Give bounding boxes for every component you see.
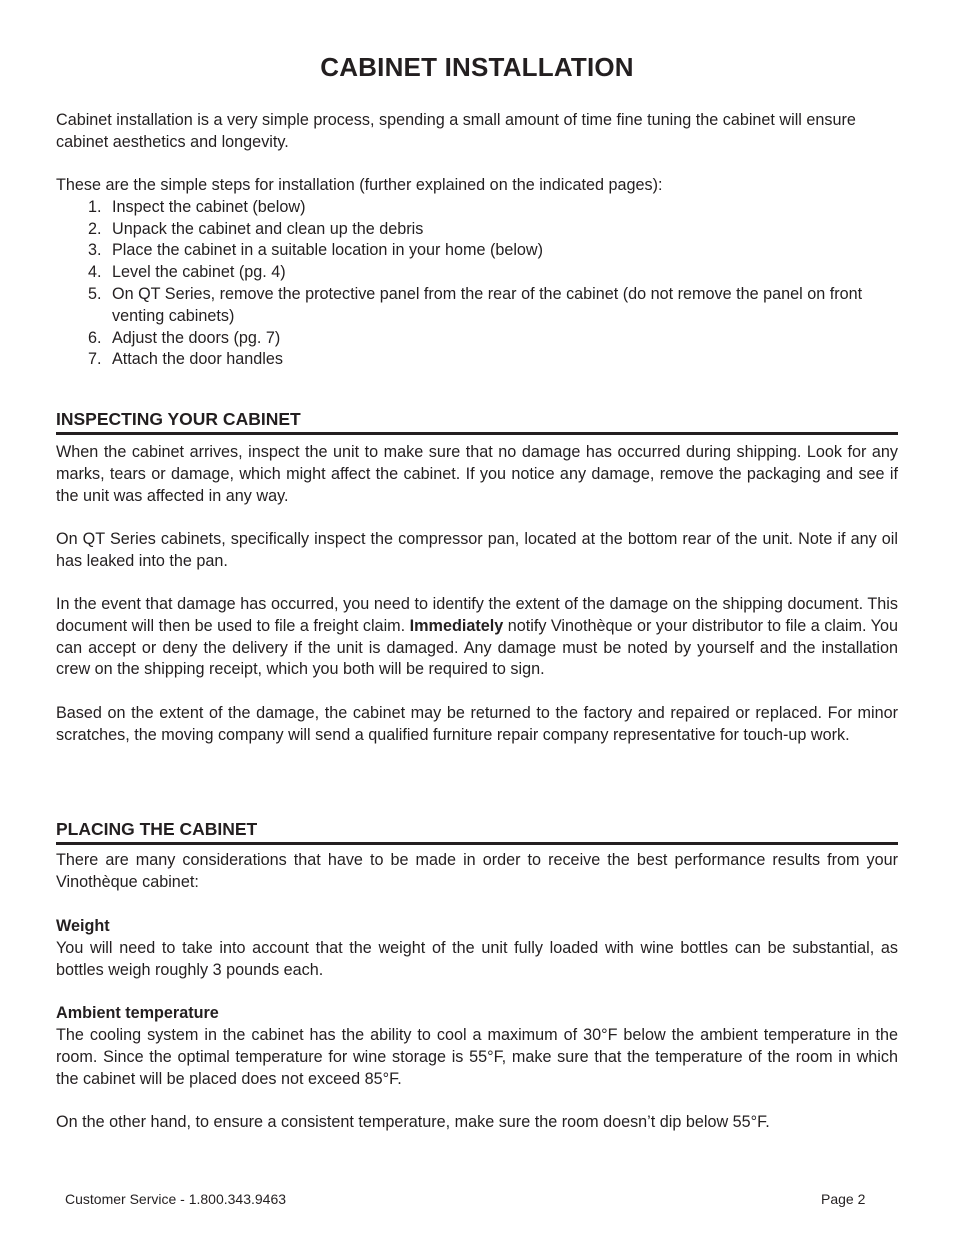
emphasis-immediately: Immediately bbox=[409, 616, 504, 635]
list-item: 7. Attach the door handles bbox=[88, 350, 283, 369]
list-item: 5. On QT Series, remove the protective panel from the rear of the cabinet (do not remove the panel on front venting cabinets) bbox=[88, 284, 863, 325]
section-heading-inspecting: INSPECTING YOUR CABINET bbox=[56, 408, 898, 435]
steps-section bbox=[56, 175, 898, 371]
list-item: 1. Inspect the cabinet (below) bbox=[88, 197, 306, 216]
intro-paragraph: Cabinet installation is a very simple process, spending a small amount of time fine tuning the cabinet will ensure cabinet aesthetics and longevity. bbox=[56, 111, 856, 151]
ambient-paragraph-2: On the other hand, to ensure a consistent temperature, make sure the room doesn’t dip below 55°F. bbox=[56, 1113, 770, 1131]
inspecting-paragraph-2: On QT Series cabinets, specifically inspect the compressor pan, located at the bottom rear of the unit. Note if any oil has leaked into the pan. bbox=[56, 530, 898, 570]
page-title: CABINET INSTALLATION bbox=[320, 52, 634, 82]
inspecting-paragraph-1: When the cabinet arrives, inspect the unit to make sure that no damage has occurred during shipping. Look for any marks, tears or damage, which might affect the cabinet. If you notice any damage, remove the packaging and see if the unit was affected in any way. bbox=[56, 443, 898, 505]
inspecting-paragraph-4: Based on the extent of the damage, the cabinet may be returned to the factory and repaired or replaced. For minor scratches, the moving company will send a qualified furniture repair company representative for touch-up work. bbox=[56, 704, 898, 744]
footer-customer-service: Customer Service - 1.800.343.9463 bbox=[65, 1191, 287, 1207]
steps-intro: These are the simple steps for installation (further explained on the indicated pages): bbox=[56, 176, 663, 194]
list-item: 2. Unpack the cabinet and clean up the debris bbox=[88, 219, 424, 238]
list-item: 3. Place the cabinet in a suitable location in your home (below) bbox=[88, 241, 544, 260]
weight-paragraph: You will need to take into account that the weight of the unit fully loaded with wine bottles can be substantial, as bottles weigh roughly 3 pounds each. bbox=[56, 939, 898, 979]
ambient-paragraph: The cooling system in the cabinet has the ability to cool a maximum of 30°F below the ambient temperature in the room. Since the optimal temperature for wine storage is 55°F, make sure that the temperature of the room in which the cabinet will be placed does not exceed 85°F. bbox=[56, 1026, 898, 1088]
weight-heading: Weight bbox=[56, 917, 110, 935]
footer-page-number: Page 2 bbox=[821, 1191, 866, 1207]
list-item: 6. Adjust the doors (pg. 7) bbox=[88, 328, 281, 347]
ambient-heading: Ambient temperature bbox=[56, 1004, 219, 1022]
inspecting-paragraph-3: In the event that damage has occurred, you need to identify the extent of the damage on the shipping document. This document will then be used to file a freight claim. Immediately notify Vinothèque or your distributor to file a claim. You can accept or deny the delivery if the unit is damaged. Any damage must be noted by yourself and the installation crew on the shipping receipt, which you both will be required to sign. bbox=[56, 595, 898, 679]
list-item: 4. Level the cabinet (pg. 4) bbox=[88, 263, 286, 282]
placing-intro: There are many considerations that have to be made in order to receive the best performance results from your Vinothèque cabinet: bbox=[56, 851, 898, 891]
steps-list bbox=[56, 197, 898, 371]
section-heading-placing: PLACING THE CABINET bbox=[56, 818, 898, 845]
